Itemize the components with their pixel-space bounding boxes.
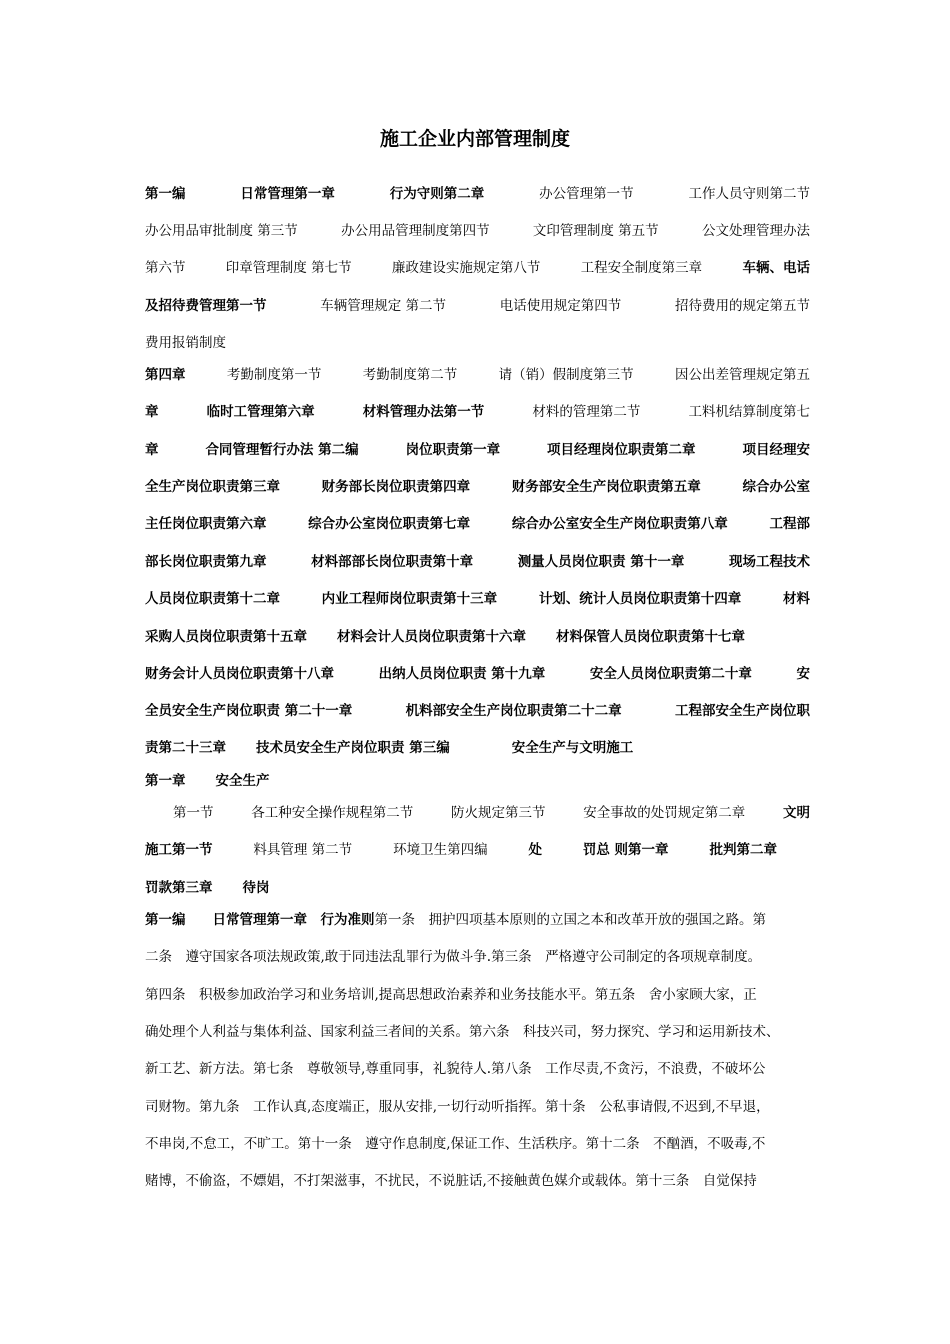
toc-entry: 廉政建设实施规定第八节: [391, 260, 541, 276]
toc-entry: 财务部安全生产岗位职责第五章: [511, 479, 701, 495]
toc-entry: 材料保管人员岗位职责第十七章: [556, 629, 745, 645]
toc-entry: 机料部安全生产岗位职责第二十二章: [405, 703, 622, 719]
toc-entry: 合同管理暂行办法 第二编: [205, 442, 359, 458]
toc-entry: 罚总 则第一章: [582, 842, 669, 858]
toc-entry: 工料机结算制度第七: [688, 404, 810, 420]
toc-entry: 技术员安全生产岗位职责 第三编: [256, 740, 450, 756]
toc-entry: 办公管理第一节: [539, 186, 634, 202]
toc-line: [145, 402, 810, 422]
toc-entry: 罚款第三章: [145, 880, 213, 896]
toc-entry: 全生产岗位职责第三章: [145, 479, 280, 495]
toc-entry: 材料的管理第二节: [532, 404, 641, 420]
toc-entry: 责第二十三章: [145, 740, 226, 756]
body-text: 第一条 拥护四项基本原则的立国之本和改革开放的强国之路。第: [374, 912, 766, 928]
toc-entry: 环境卫生第四编: [393, 842, 488, 858]
toc-line: [145, 840, 777, 860]
toc-line: [145, 701, 810, 721]
toc-line: [145, 365, 810, 385]
toc-entry: 行为守则第二章: [389, 186, 485, 202]
body-heading: 第一编 日常管理第一章 行为准则: [145, 912, 375, 928]
toc-entry: 计划、统计人员岗位职责第十四章: [538, 591, 742, 607]
toc-line: [145, 296, 810, 316]
toc-entry: 全员安全生产岗位职责 第二十一章: [145, 703, 353, 719]
toc-entry: 第六节: [145, 260, 186, 276]
toc-entry: 批判第二章: [709, 842, 777, 858]
body-line: 不串岗,不怠工，不旷工。第十一条 遵守作息制度,保证工作、生活秩序。第十二条 不酗酒，不吸毒,不: [145, 1136, 766, 1152]
page-title: 施工企业内部管理制度: [379, 128, 570, 150]
body-line: 赌博，不偷盗，不嫖娼，不打架滋事，不扰民，不说脏话,不接触黄色媒介或载体。第十三条 自觉保持: [145, 1173, 757, 1189]
toc-line: [145, 664, 810, 684]
toc-line: [145, 221, 810, 241]
toc-line: [145, 477, 810, 497]
toc-entry: 材料: [782, 591, 810, 607]
toc-line: [145, 440, 810, 460]
toc-line: [145, 258, 810, 278]
toc-line: [145, 552, 810, 572]
toc-entry: 出纳人员岗位职责 第十九章: [378, 666, 546, 682]
toc-entry: 文印管理制度 第五节: [532, 223, 659, 239]
toc-entry: 综合办公室安全生产岗位职责第八章: [511, 516, 728, 532]
toc-entry: 安全生产与文明施工: [511, 740, 634, 756]
toc-line: [145, 627, 810, 647]
toc-entry: 招待费用的规定第五节: [675, 298, 810, 314]
toc-entry: 料具管理 第二节: [253, 842, 353, 858]
toc-entry: 待岗: [242, 880, 270, 896]
toc-entry: 工程部安全生产岗位职: [674, 703, 810, 719]
toc-entry: 主任岗位职责第六章: [145, 516, 267, 532]
toc-entry: 现场工程技术: [728, 554, 810, 570]
toc-line: [145, 333, 810, 353]
body-line: 第四条 积极参加政治学习和业务培训,提高思想政治素养和业务技能水平。第五条 舍小家顾大家，正: [145, 987, 757, 1003]
toc-entry: 工程安全制度第三章: [580, 260, 703, 276]
toc-entry: 考勤制度第二节: [362, 367, 458, 383]
toc-entry: 文明: [783, 805, 810, 821]
toc-entry: 财务会计人员岗位职责第十八章: [145, 666, 334, 682]
toc-entry: 章: [145, 442, 159, 458]
toc-entry: 部长岗位职责第九章: [145, 554, 267, 570]
toc-line: [145, 589, 810, 609]
toc-entry: 第一编: [145, 186, 186, 202]
toc-entry: 项目经理安: [742, 442, 810, 458]
toc-entry: 请（销）假制度第三节: [498, 367, 634, 383]
toc-entry: 第一节: [173, 805, 214, 821]
toc-entry: 车辆管理规定 第二节: [320, 298, 447, 314]
toc-entry: 日常管理第一章: [240, 186, 335, 202]
toc-entry: 安全人员岗位职责第二十章: [589, 666, 752, 682]
toc-entry: 财务部长岗位职责第四章: [321, 479, 471, 495]
toc-entry: 办公用品审批制度 第三节: [145, 223, 298, 239]
toc-entry: 材料会计人员岗位职责第十六章: [337, 629, 526, 645]
toc-entry: 项目经理岗位职责第二章: [547, 442, 696, 458]
toc-entry: 考勤制度第一节: [226, 367, 322, 383]
toc-entry: 施工第一节: [145, 842, 213, 858]
toc-entry: 人员岗位职责第十二章: [145, 591, 280, 607]
body-line: 确处理个人利益与集体利益、国家利益三者间的关系。第六条 科技兴司，努力探究、学习和运用新技术、: [145, 1024, 780, 1040]
toc-entry: 公文处理管理办法: [701, 223, 810, 239]
toc-entry: 章: [145, 404, 159, 420]
toc-entry: 安全事故的处罚规定第二章: [583, 805, 746, 821]
toc-entry: 车辆、电话: [742, 260, 810, 276]
toc-entry: 测量人员岗位职责 第十一章: [517, 554, 685, 570]
toc-entry: 安: [796, 666, 810, 682]
toc-entry: 内业工程师岗位职责第十三章: [321, 591, 498, 607]
body-line: 二条 遵守国家各项法规政策,敢于同违法乱罪行为做斗争.第三条 严格遵守公司制定的各项规章制度。: [145, 949, 762, 965]
body-line: [145, 910, 810, 930]
toc-entry: 岗位职责第一章: [405, 442, 501, 458]
toc-entry: 工作人员守则第二节: [688, 186, 810, 202]
toc-entry: 综合办公室: [742, 479, 810, 495]
body-line: 新工艺、新方法。第七条 尊敬领导,尊重同事，礼貌待人.第八条 工作尽责,不贪污，不浪费，不破坏公: [145, 1061, 766, 1077]
toc-entry: 费用报销制度: [145, 335, 226, 351]
toc-line: [145, 184, 810, 204]
toc-entry: 办公用品管理制度第四节: [341, 223, 490, 239]
toc-line: [145, 738, 810, 758]
toc-entry: 采购人员岗位职责第十五章: [145, 629, 307, 645]
toc-entry: 工程部: [769, 516, 810, 532]
toc-entry: 综合办公室岗位职责第七章: [308, 516, 471, 532]
toc-line: [173, 803, 810, 823]
toc-entry: 第一章: [145, 773, 186, 789]
toc-entry: 印章管理制度 第七节: [225, 260, 352, 276]
toc-line: [145, 514, 810, 534]
toc-entry: 因公出差管理规定第五: [675, 367, 810, 383]
toc-line: [145, 878, 810, 898]
toc-entry: 各工种安全操作规程第二节: [251, 805, 414, 821]
toc-entry: 电话使用规定第四节: [499, 298, 622, 314]
toc-entry: 材料部部长岗位职责第十章: [311, 554, 474, 570]
toc-entry: 第四章: [145, 367, 186, 383]
toc-entry: 材料管理办法第一节: [362, 404, 485, 420]
toc-entry: 处: [528, 842, 542, 858]
toc-entry: 安全生产: [215, 773, 270, 789]
body-line: 司财物。第九条 工作认真,态度端正，服从安排,一切行动听指挥。第十条 公私事请假,不迟到,不早退，: [145, 1099, 770, 1115]
toc-entry: 临时工管理第六章: [206, 404, 315, 420]
toc-line: [145, 771, 810, 791]
toc-entry: 及招待费管理第一节: [145, 298, 267, 314]
toc-entry: 防火规定第三节: [451, 805, 546, 821]
